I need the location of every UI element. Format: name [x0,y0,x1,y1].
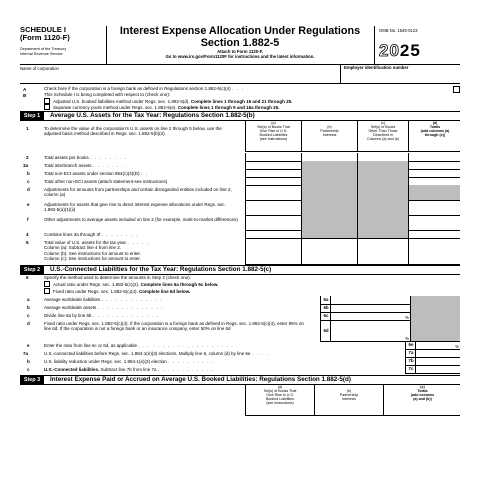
line-3b-text: Total non-ECI assets under section 864(c)(4)(D) . . [44,171,149,176]
line-7c-box-label: 7c [405,365,416,374]
step1-col-b-head: (b) Partnership Interests [301,121,357,152]
form-reference: (Form 1120-F) [20,33,70,43]
line-7b-box-label: 7b [405,357,416,366]
line-6d-text: Fixed ratio under Regs. sec. 1.882-5(c)(4). If the corporation is a foreign bank as defined in Regs. sec. 1.882-5(c)(4), enter 95% on line 6d. If the corporation is not a foreign bank or an insurance company, enter 50% on line 6d [44,321,304,332]
line-6-option2-instruction: Complete line 6d below. [139,289,191,294]
separate-currency-checkbox[interactable] [44,104,50,110]
schedule-label: SCHEDULE I [20,26,66,34]
line-b-text: This Schedule I is being completed with respect to (check one): [44,92,171,97]
step1-header [20,111,460,121]
form-title-block [107,26,373,64]
tax-year-suffix: 25 [399,41,421,60]
line-6-text: Specify the method used to determine the amounts in Step 2 (check one): [44,275,191,280]
line-6-option1 [44,281,218,287]
step3-header [20,375,460,385]
line-a-number: A [23,87,27,92]
line-6-option1-instruction: Complete lines 6a through 6c below. [140,282,219,287]
line-7b-number: b [27,359,30,364]
line-4-number: 4 [26,232,29,237]
foreign-bank-checkbox[interactable] [453,86,460,93]
line-3e-number: e [27,202,30,207]
line-3a-text: Total interbranch assets . . . . . . . [44,163,125,168]
line-5-col-c-note: Column (c): See instructions for amount to enter. [44,256,141,262]
line-7c-instruction: Subtract line 7b from line 7a [100,367,157,372]
line-5-col-a-note: Column (a): Subtract line 4 from line 2. [44,245,122,251]
omb-number: OMB No. 1545-0123 [379,28,418,33]
name-row [20,65,460,84]
line-b-option2-text: Separate currency pools method under Regs. sec. 1.882-5(e). [53,105,177,110]
line-4-text: Combine lines 3a through 3f . . . . . . . . [44,232,139,237]
line-7c-number: c [27,367,30,372]
fixed-ratio-checkbox[interactable] [44,288,50,294]
line-6-option1-text: Actual ratio under Regs. sec. 1.882-5(c)(2). [53,282,140,287]
line-a-text: Check here if the corporation is a foreign bank as defined in Regulations section 1.882-5(c)(4) . . . [44,86,245,91]
line-7a-text: U.S.-connected liabilities before Regs. sec. 1.884-1(e)(3) elections. Multiply line 5, column (d) by line 6e . . . . [44,351,269,356]
line-5-col-d-cell[interactable] [408,238,460,265]
line-3f-col-d-cell[interactable] [408,215,460,231]
tax-year-prefix: 20 [379,41,400,60]
line-4-label: Combine lines 3a through 3f [44,232,101,237]
form-title-line2: Section 1.882-5 [200,36,280,49]
line-5-number: 5 [26,240,29,245]
corporation-name-field[interactable] [20,66,59,71]
step2-tag: Step 2 [20,266,44,274]
percent-sign: % [405,336,409,341]
tax-year [379,41,421,61]
line-3a-label: Total interbranch assets [44,163,92,168]
step2-shaded-area [410,296,460,342]
form-header [20,26,460,65]
line-6a-text: Average worldwide liabilities . . . . . . . . . . . . . [44,297,163,302]
line-5-col-b-note: Column (b): See instructions for amount to enter. [44,250,142,256]
line-7b-label: U.S. liability reduction under Regs. sec. 1.884-1(e)(3) election [44,359,167,364]
step1-col-c-head: (c) Set(s) of Books Other Than Those Described in Columns (a) and (b) [357,121,408,152]
line-7a-label: U.S.-connected liabilities before Regs. sec. 1.884-1(e)(3) elections. Multiply line 5, column (d) by line 6e [44,351,251,356]
omb-year-block [374,26,460,64]
line-6-option2-text: Fixed ratio under Regs. sec. 1.882-5(c)(4). [53,289,138,294]
line-6b-label: Average worldwide assets [44,305,97,310]
line-b-option1-instruction: Complete lines 1 through 15 and 21 through 25. [190,99,293,104]
line-5-text [44,240,239,262]
line-5-col-b-cell[interactable] [301,238,358,265]
line-3d-col-d-cell [408,185,460,201]
line-6a-label: Average worldwide liabilities [44,297,101,302]
line-3d-col-c-cell [357,185,409,201]
line-3d-col-b-cell [301,185,358,201]
step2-title: U.S.-Connected Liabilities for the Tax Year: Regulations Section 1.882-5(c) [50,266,272,273]
line-2-label: Total assets per books [44,155,89,160]
line-6b-box-label: 6b [320,304,331,313]
line-7b-text: U.S. liability reduction under Regs. sec. 1.884-1(e)(3) election . . . . . . . . . . [44,359,215,364]
step3-col-b-head: (b) Partnership Interests [314,385,383,416]
step1-title: Average U.S. Assets for the Tax Year: Regulations Section 1.882-5(b) [50,112,255,119]
line-6c-number: c [27,313,30,318]
line-3e-col-c-cell [357,200,409,216]
step2-header [20,265,460,275]
form-title-line1: Interest Expense Allocation Under Regulations [119,26,361,37]
line-3e-col-a-cell[interactable] [245,200,302,216]
line-3e-col-d-cell[interactable] [408,200,460,216]
step3-tag: Step 3 [20,376,44,384]
line-6a-number: a [27,297,30,302]
line-7c-text: U.S.-Connected liabilities. Subtract line 7b from line 7a . . . . . . . . . . . . [44,367,215,372]
step3-title: Interest Expense Paid or Accrued on Average U.S. Booked Liabilities: Regulations Section 1.882-5(d) [50,376,351,383]
line-6-option2 [44,288,190,294]
schedule-i-form [20,26,460,480]
line-b-option2-instruction: Complete lines 1 through 9 and 16a through 25. [177,105,280,110]
line-2-number: 2 [26,155,29,160]
line-3f-text: Other adjustments to average assets included on line 2 (for example, mark-to-market differences) [44,217,238,222]
line-6a-box-label: 6a [320,296,331,305]
line-3d-col-a-cell[interactable] [245,185,302,201]
ein-label: Employer identification number [344,65,409,70]
line-7a-number: 7a [23,351,29,356]
form-id-block [20,26,107,64]
line-6-number: 6 [26,275,29,280]
line-6e-label: Enter the ratio from line 6c or 6d, as applicable [44,343,138,348]
line-3f-number: f [27,217,29,222]
percent-sign: % [455,344,459,349]
line-6b-number: b [27,305,30,310]
line-5-label: Total value of U.S. assets for the tax year . . . . . [44,240,150,245]
step1-col-a-head: (a) Set(s) of Books That Give Rise to U.S. Booked Liabilities (see instructions) [245,121,301,152]
line-3b-number: b [27,171,30,176]
line-3f-col-c-cell [357,215,409,231]
line-6e-text: Enter the ratio from line 6c or 6d, as applicable . . . . . . . . . . . . . . . . . . . . [44,343,234,348]
line-3a-number: 3a [23,163,29,168]
line-3f-col-b-cell [301,215,358,231]
line-7a-box-label: 7a [405,349,416,358]
line-6d-number: d [27,321,30,326]
line-5-title: Total value of U.S. assets for the tax year [44,240,127,245]
line-3d-number: d [27,187,30,192]
actual-ratio-checkbox[interactable] [44,281,50,287]
line-3c-number: c [27,179,30,184]
line-b-number: B [23,93,27,98]
line-6d-box-label: 6d [320,320,331,342]
percent-sign: % [405,315,409,320]
line-6c-text: Divide line 6a by line 6b . . . . . . . . . . . . . . [44,313,159,318]
line-6d-amount-field[interactable] [330,320,411,342]
ein-field[interactable] [340,65,460,83]
step1-col-d-head: (d) Totals (add columns (a) through (c)) [408,121,460,152]
line-1-number: 1 [26,126,29,131]
line-1-text: To determine the value of the corporation's U.S. assets on line 2 through 5 below, use the adjusted basis method described in Regs. sec. 1.882-5(b)(2). [44,126,222,137]
line-3c-text: Total other non-ECI assets (attach statement-see instructions) [44,179,168,184]
line-7c-amount-field[interactable] [415,365,460,374]
line-6b-text: Average worldwide assets . . . . . . . . . . . . . . [44,305,164,310]
line-3d-text: Adjustments for amounts from partnerships and certain disregarded entities included on line 2, column (a) [44,187,232,198]
line-a-label: Check here if the corporation is a foreign bank as defined in Regulations section 1.882-5(c)(4) [44,86,231,91]
line-5-col-a-cell[interactable] [245,238,302,265]
line-6c-label: Divide line 6a by line 6b [44,313,92,318]
line-6e-number: e [27,343,30,348]
step3-col-c-head: (c) Totals (add columns (a) and (b)) [383,385,460,416]
attach-note: Attach to Form 1120-F. [217,49,263,55]
line-b-option1-text: Adjusted U.S. booked liabilities method under Regs. sec. 1.882-5(d). [53,99,190,104]
line-5-col-c-cell[interactable] [357,238,409,265]
step3-col-a-head: (a) Set(s) of Books That Give Rise to U.S. Booked Liabilities (see instructions) [245,385,314,416]
line-3e-col-b-cell [301,200,358,216]
irs-label: Internal Revenue Service [20,51,63,56]
step1-tag: Step 1 [20,112,44,120]
corporation-name-label: Name of corporation [20,66,59,71]
line-2-text: Total assets per books . . . . . . . . [44,155,127,160]
goto-note: Go to www.irs.gov/Form1120F for instructions and the latest information. [165,54,315,60]
department-label: Department of the Treasury [20,47,67,52]
line-7c-label: U.S.-Connected liabilities. [44,367,100,372]
line-3f-col-a-cell[interactable] [245,215,302,231]
line-b-option2 [44,104,279,110]
line-6e-box-label: 6e [405,341,416,350]
line-3b-label: Total non-ECI assets under section 864(c)(4)(D) [44,171,140,176]
line-3e-text: Adjustments for assets that give rise to direct interest expense allocations under Regs. sec. 1.882-5(a)(1)(ii) [44,202,226,213]
line-6c-box-label: 6c [320,312,331,321]
